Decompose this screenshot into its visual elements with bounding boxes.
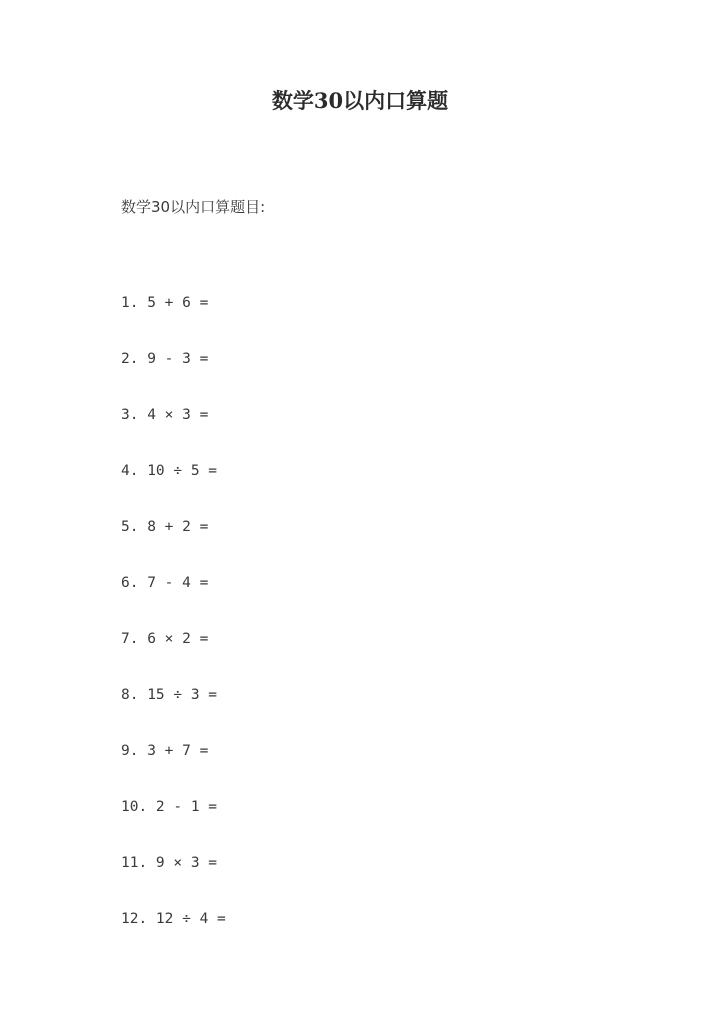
document-title: 数学30以内口算题	[271, 88, 449, 113]
problem-item: 8. 15 ÷ 3 =	[121, 687, 218, 703]
problem-item: 9. 3 + 7 =	[121, 743, 209, 759]
problem-item: 1. 5 + 6 =	[121, 295, 209, 311]
intro-text: 数学30以内口算题目:	[121, 198, 266, 216]
problem-item: 5. 8 + 2 =	[121, 519, 209, 535]
problem-item: 12. 12 ÷ 4 =	[121, 911, 226, 927]
problem-item: 6. 7 - 4 =	[121, 575, 209, 591]
problem-list	[121, 292, 226, 964]
problem-item: 2. 9 - 3 =	[121, 351, 209, 367]
problem-item: 11. 9 × 3 =	[121, 855, 218, 871]
problem-item: 7. 6 × 2 =	[121, 631, 209, 647]
problem-item: 10. 2 - 1 =	[121, 799, 218, 815]
problem-item: 4. 10 ÷ 5 =	[121, 463, 218, 479]
problem-item: 3. 4 × 3 =	[121, 407, 209, 423]
